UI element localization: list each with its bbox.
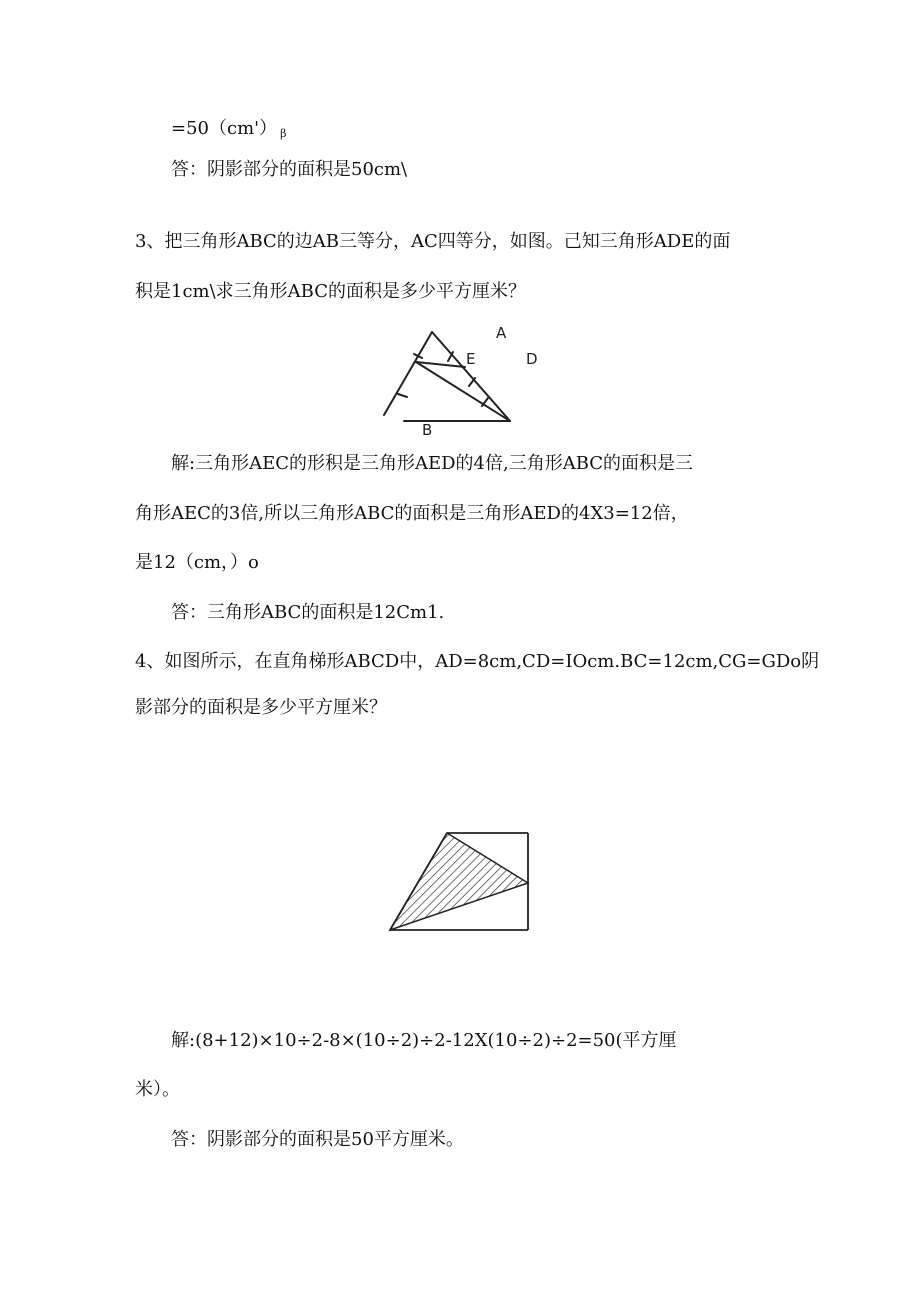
previous-result-mark: β: [280, 127, 287, 140]
q3-question-line1: 3、把三角形ABC的边AB三等分，AC四等分，如图。己知三角形ADE的面: [135, 231, 731, 252]
q4-solution-line2: 米）。: [135, 1079, 180, 1100]
q3-label-e: E: [466, 350, 476, 368]
previous-answer: 答：阴影部分的面积是50cm\: [171, 159, 408, 180]
previous-result-text: =50（cm'）: [171, 118, 278, 139]
q3-side-ab: [384, 332, 432, 415]
q3-label-b: B: [422, 421, 433, 437]
q3-question-line2: 积是1cm\求三角形ABC的面积是多少平方厘米？: [135, 281, 526, 302]
q4-question-line1: 4、如图所示，在直角梯形ABCD中，AD=8cm,CD=IOcm.BC=12cm,CG=GDo阴: [135, 651, 820, 672]
q3-tick-ab-2: [398, 394, 407, 397]
q3-side-ac: [432, 332, 510, 421]
q4-shaded-triangle: [390, 833, 528, 930]
q3-answer: 答：三角形ABC的面积是12Cm1.: [171, 602, 445, 623]
q4-question-line2: 影部分的面积是多少平方厘米？: [135, 697, 387, 718]
q3-label-d: D: [526, 350, 538, 368]
q3-solution-line3: 是12（cm，）o: [135, 552, 259, 573]
q4-solution-line1: 解:(8+12)×10÷2-8×(10÷2)÷2-12X(10÷2)÷2=50(平方厘: [171, 1030, 677, 1051]
q3-tick-ac-2: [469, 378, 475, 386]
q3-triangle-figure: [380, 322, 560, 437]
q3-solution-line2: 角形AEC的3倍,所以三角形ABC的面积是三角形AED的4X3=12倍，: [135, 503, 689, 524]
q3-label-a: A: [496, 324, 507, 342]
q4-trapezoid-figure: [385, 830, 535, 936]
q3-solution-line1: 解:三角形AEC的形积是三角形AED的4倍,三角形ABC的面积是三: [171, 453, 694, 474]
q4-answer: 答：阴影部分的面积是50平方厘米。: [171, 1129, 464, 1150]
previous-result-line: [171, 117, 286, 146]
q3-segment-ec: [416, 362, 510, 421]
